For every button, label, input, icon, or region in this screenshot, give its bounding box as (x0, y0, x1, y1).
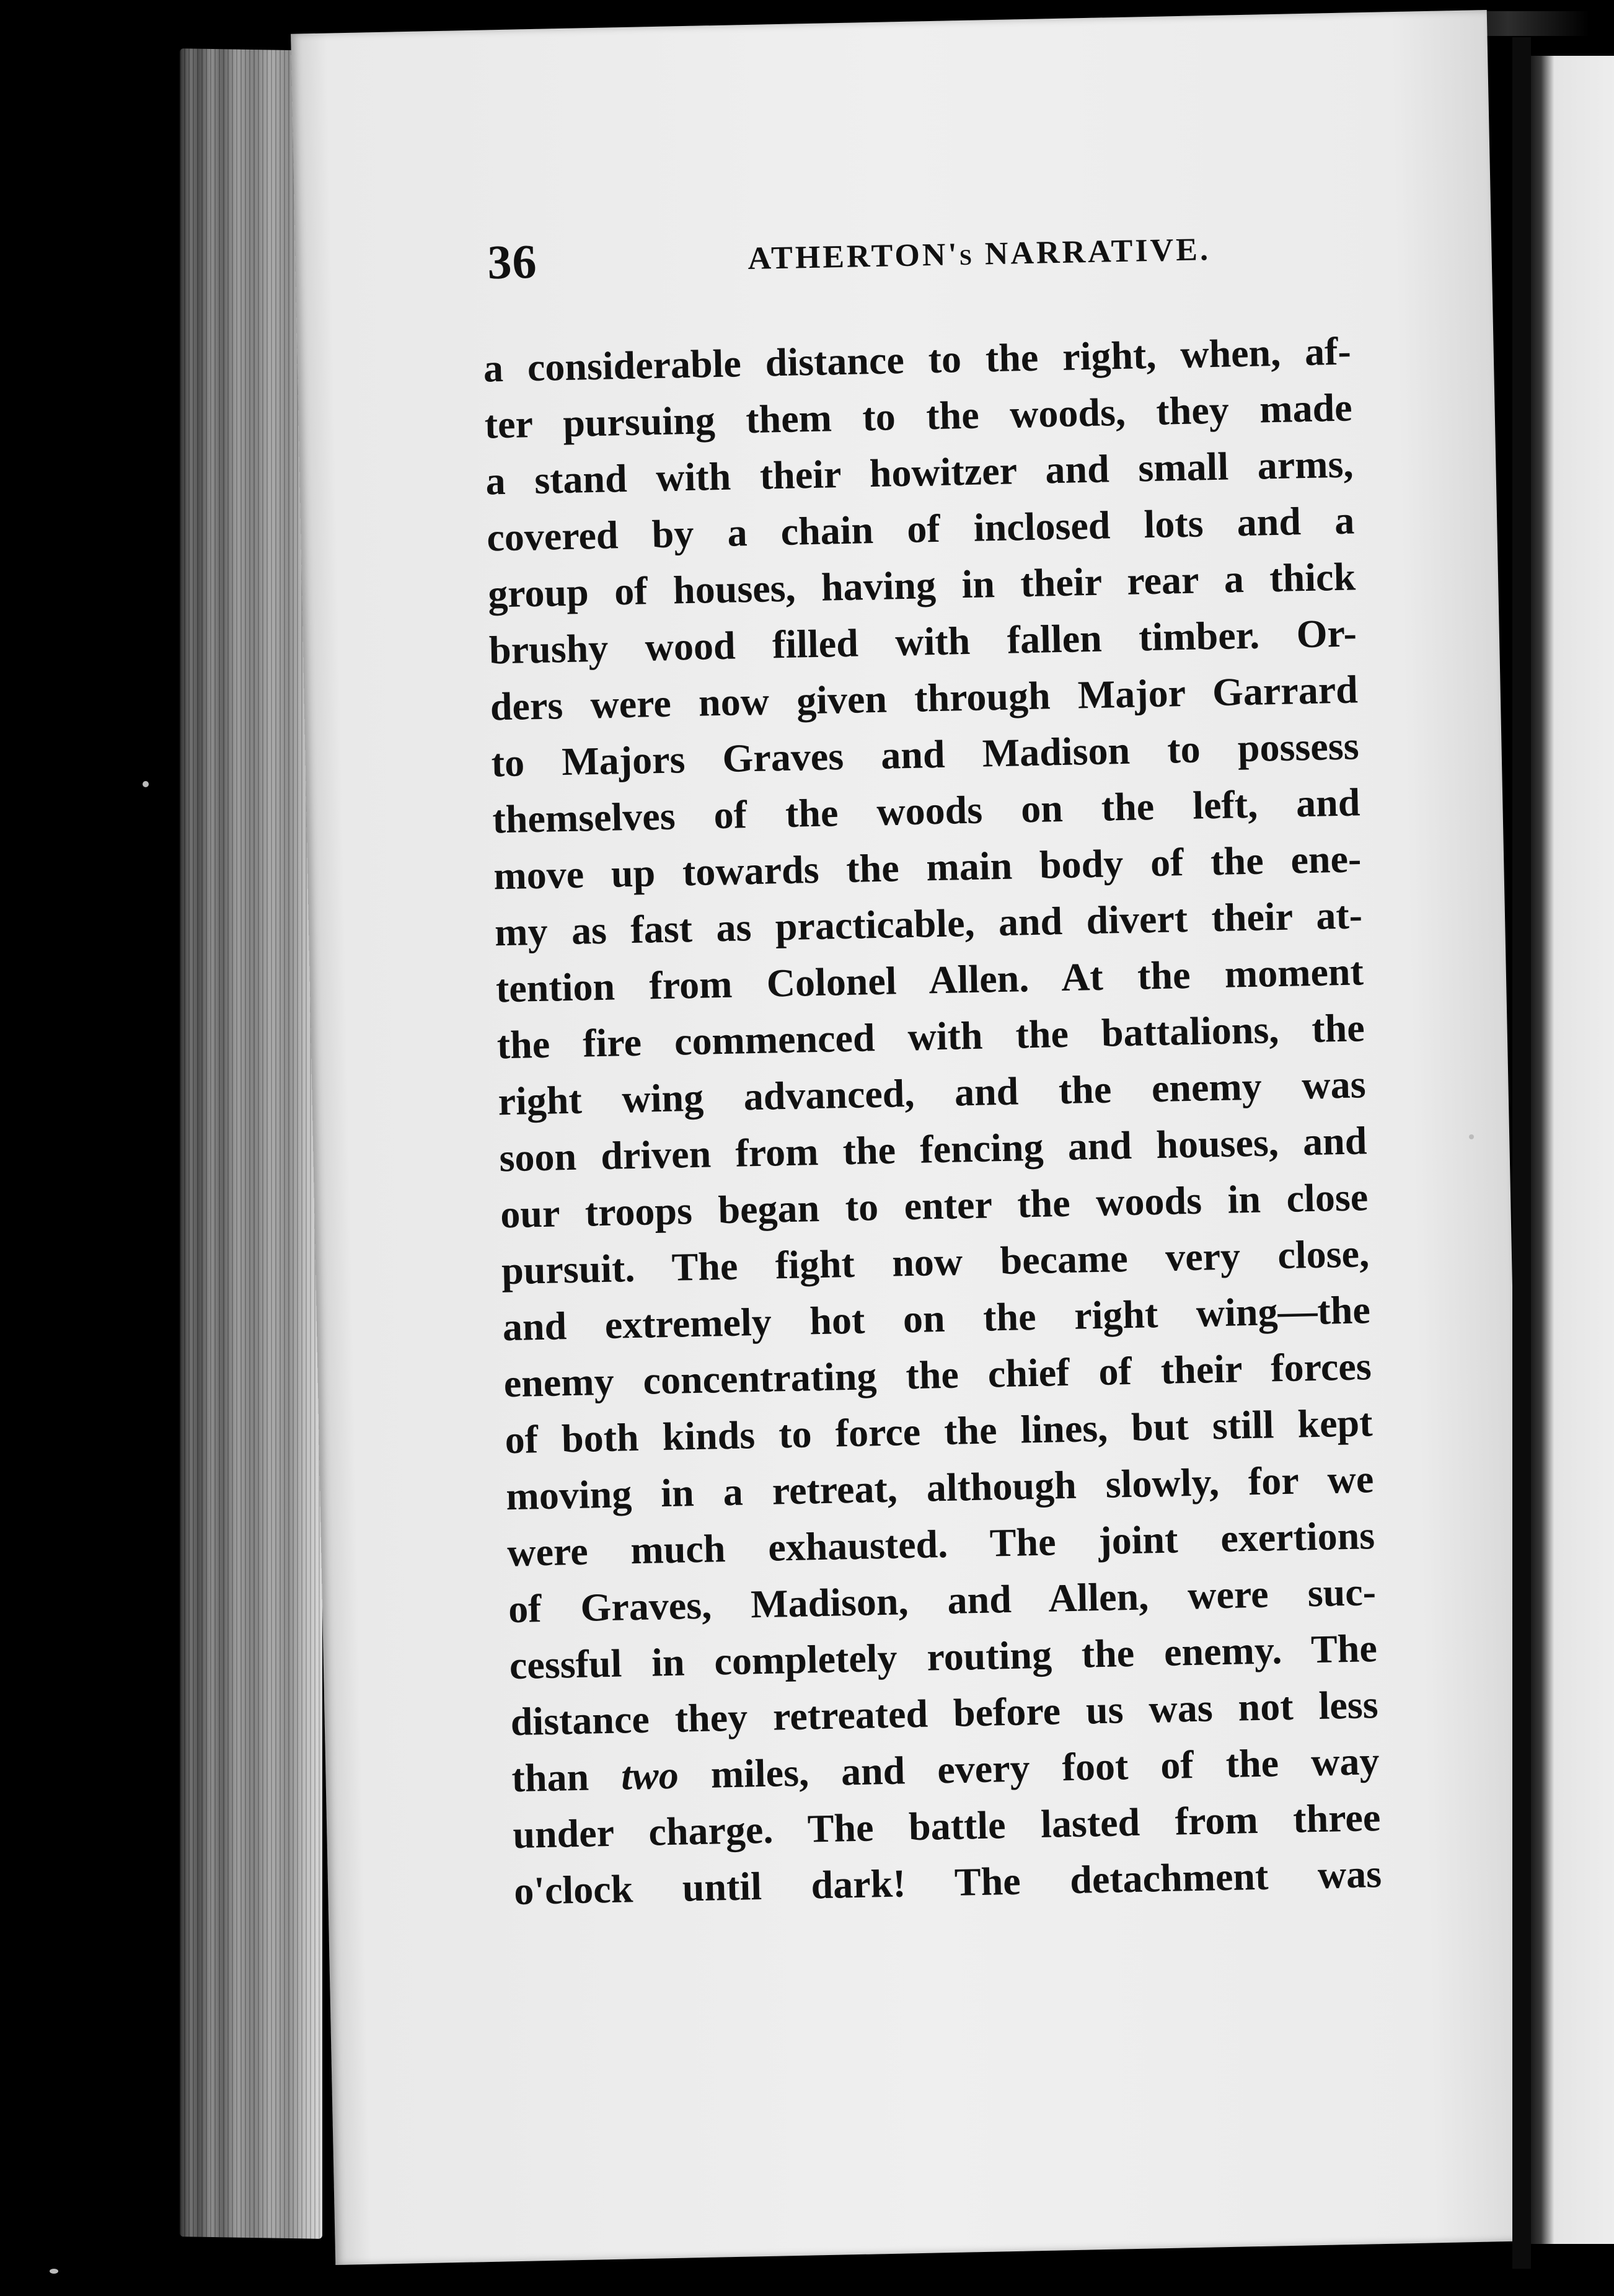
text-line: soon driven from the fencing and houses, and (498, 1118, 1367, 1180)
text-line: ter pursuing them to the woods, they made (484, 385, 1353, 447)
italic-text-run: two (620, 1752, 679, 1798)
text-run: miles, and every foot of the way (677, 1739, 1380, 1797)
dust-speck (50, 2269, 58, 2274)
page-number: 36 (487, 234, 538, 289)
facing-page-edge (1531, 56, 1614, 2244)
text-line: my as fast as practicable, and divert their at- (494, 893, 1363, 955)
page-header (487, 215, 1455, 309)
text-run: than (511, 1754, 622, 1801)
running-head: ATHERTON's NARRATIVE. (747, 232, 1211, 276)
text-line: to Majors Graves and Madison to possess (491, 723, 1360, 785)
text-line: a stand with their howitzer and small arms, (485, 441, 1354, 503)
page-gutter (1512, 37, 1531, 2269)
text-line: tention from Colonel Allen. At the moment (495, 949, 1364, 1011)
text-line: moving in a retreat, although slowly, for we (505, 1457, 1374, 1519)
text-line: were much exhausted. The joint exertions (506, 1513, 1375, 1575)
text-line: ders were now given through Major Garrard (490, 667, 1359, 729)
text-line: enemy concentrating the chief of their forces (503, 1344, 1372, 1406)
text-line: and extremely hot on the right wing—the (502, 1287, 1371, 1349)
text-line: the fire commenced with the battalions, the (496, 1005, 1365, 1067)
text-line: group of houses, having in their rear a thick (487, 554, 1356, 616)
dust-speck (1469, 1134, 1474, 1139)
text-line: a considerable distance to the right, when, af- (483, 329, 1352, 391)
text-line: right wing advanced, and the enemy was (497, 1062, 1367, 1124)
text-line: of Graves, Madison, and Allen, were suc- (508, 1570, 1377, 1631)
text-line: o'clock until dark! The detachment was (513, 1852, 1382, 1914)
text-line: under charge. The battle lasted from three (512, 1795, 1381, 1857)
text-line: of both kinds to force the lines, but still kept (504, 1400, 1374, 1462)
text-line: covered by a chain of inclosed lots and a (486, 498, 1355, 560)
text-line: our troops began to enter the woods in close (500, 1175, 1369, 1237)
dust-speck (143, 781, 149, 787)
text-line: cessful in completely routing the enemy. The (509, 1626, 1378, 1688)
text-line: themselves of the woods on the left, and (492, 780, 1360, 842)
book-page (291, 10, 1532, 2265)
body-text (483, 323, 1382, 1920)
text-line: brushy wood filled with fallen timber. Or- (488, 611, 1357, 673)
text-line: distance they retreated before us was not less (510, 1682, 1379, 1744)
text-line: move up towards the main body of the ene- (493, 836, 1362, 898)
text-line: pursuit. The fight now became very close, (501, 1231, 1370, 1293)
